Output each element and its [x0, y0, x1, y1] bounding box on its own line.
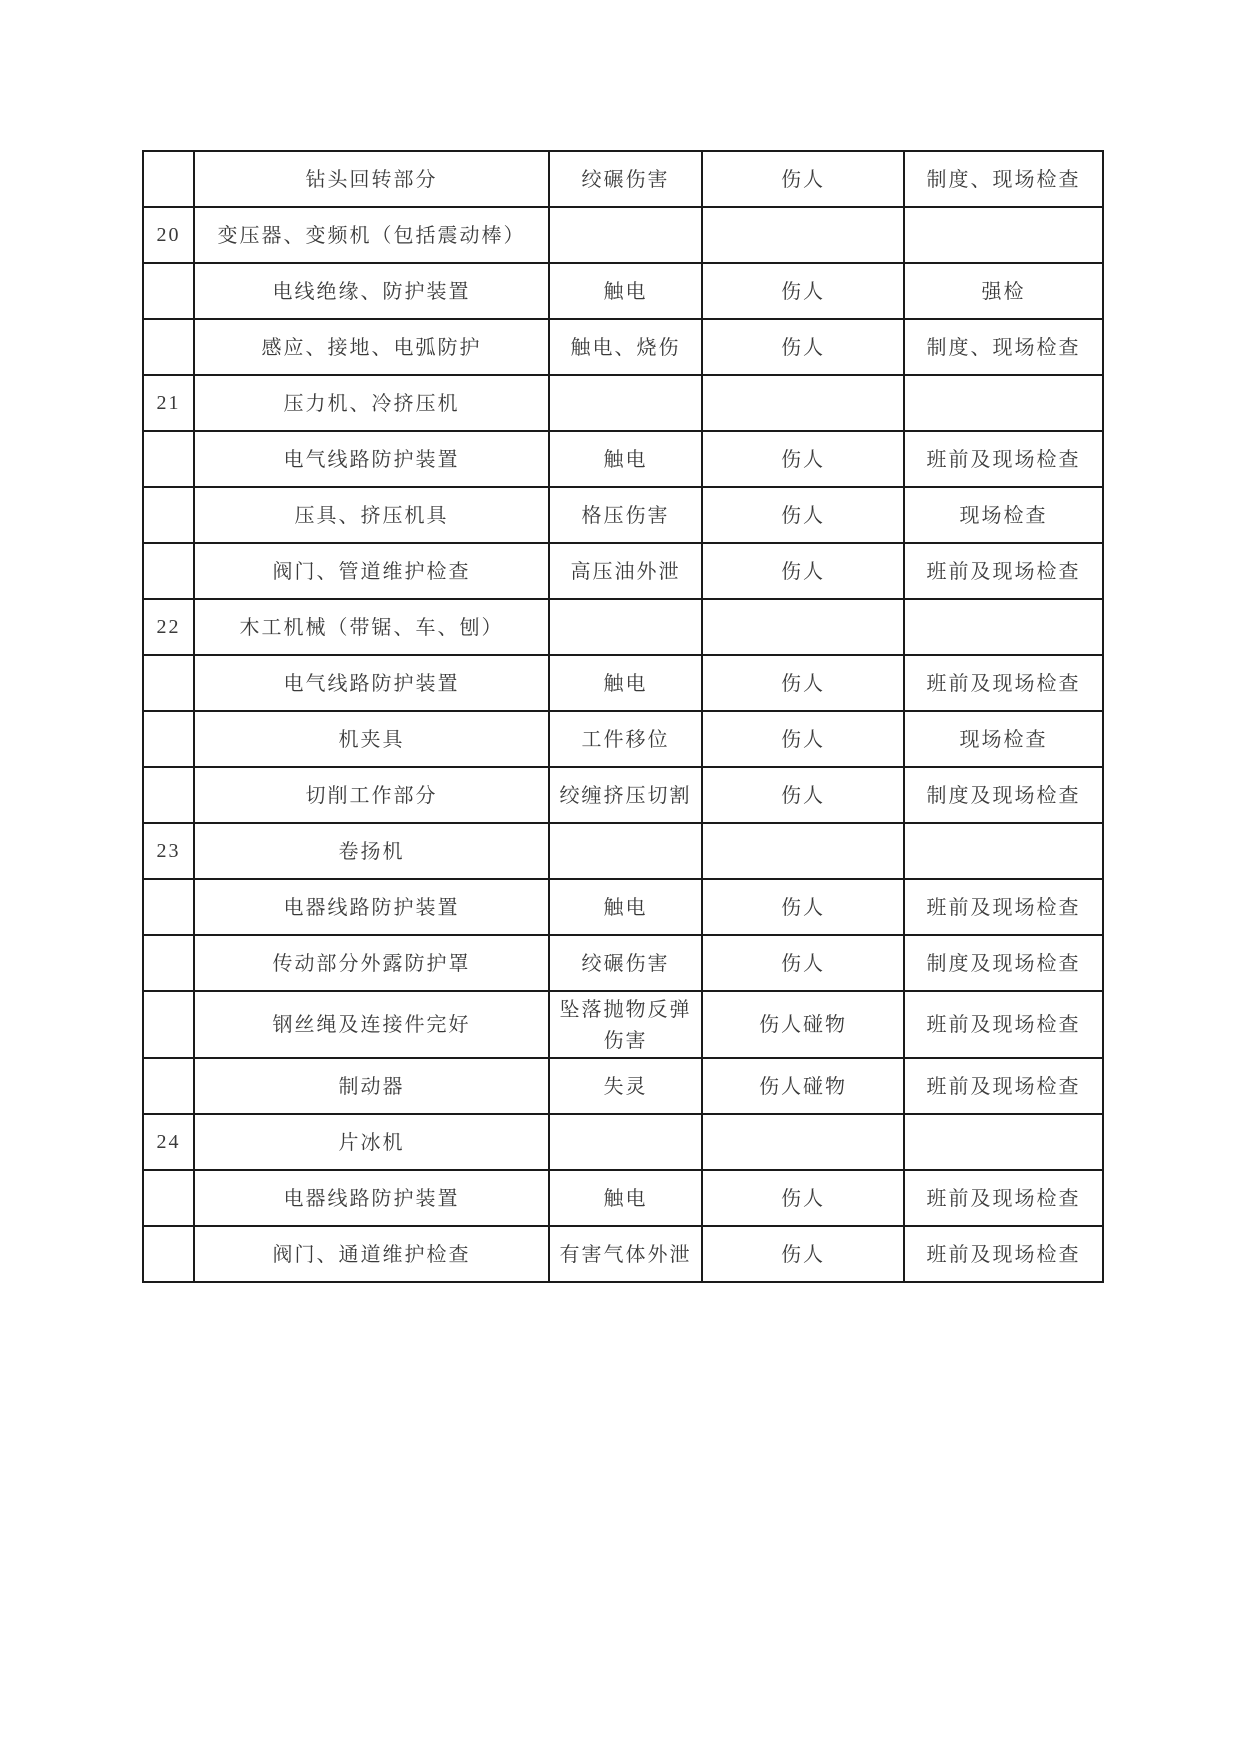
consequence: 伤人	[702, 543, 904, 599]
inspection-item: 压力机、冷挤压机	[194, 375, 549, 431]
control-measure: 制度、现场检查	[904, 151, 1103, 207]
row-number: 22	[143, 599, 194, 655]
control-measure: 班前及现场检查	[904, 431, 1103, 487]
consequence	[702, 599, 904, 655]
hazard-type: 工件移位	[549, 711, 702, 767]
row-number	[143, 935, 194, 991]
hazard-type	[549, 375, 702, 431]
control-measure: 班前及现场检查	[904, 1226, 1103, 1282]
table-row	[143, 935, 1103, 991]
inspection-item: 阀门、管道维护检查	[194, 543, 549, 599]
control-measure: 班前及现场检查	[904, 879, 1103, 935]
inspection-item: 钢丝绳及连接件完好	[194, 991, 549, 1058]
hazard-type: 触电	[549, 263, 702, 319]
hazard-type: 触电	[549, 879, 702, 935]
control-measure: 制度及现场检查	[904, 935, 1103, 991]
table-row	[143, 487, 1103, 543]
hazard-table-body	[143, 151, 1103, 1282]
control-measure: 强检	[904, 263, 1103, 319]
consequence: 伤人	[702, 319, 904, 375]
inspection-item: 感应、接地、电弧防护	[194, 319, 549, 375]
control-measure	[904, 823, 1103, 879]
hazard-type: 坠落抛物反弹伤害	[549, 991, 702, 1058]
table-row	[143, 1226, 1103, 1282]
row-number	[143, 655, 194, 711]
row-number	[143, 263, 194, 319]
control-measure: 班前及现场检查	[904, 991, 1103, 1058]
control-measure: 班前及现场检查	[904, 543, 1103, 599]
table-row	[143, 879, 1103, 935]
consequence: 伤人碰物	[702, 1058, 904, 1114]
consequence	[702, 823, 904, 879]
consequence	[702, 1114, 904, 1170]
hazard-table	[142, 150, 1104, 1283]
row-number	[143, 991, 194, 1058]
control-measure	[904, 599, 1103, 655]
table-row	[143, 991, 1103, 1058]
inspection-item: 制动器	[194, 1058, 549, 1114]
table-row	[143, 711, 1103, 767]
control-measure: 班前及现场检查	[904, 1058, 1103, 1114]
hazard-type: 绞碾伤害	[549, 151, 702, 207]
consequence: 伤人	[702, 935, 904, 991]
hazard-type	[549, 1114, 702, 1170]
hazard-type: 触电	[549, 655, 702, 711]
inspection-item: 传动部分外露防护罩	[194, 935, 549, 991]
table-row	[143, 1170, 1103, 1226]
hazard-type: 触电、烧伤	[549, 319, 702, 375]
inspection-item: 片冰机	[194, 1114, 549, 1170]
control-measure: 现场检查	[904, 711, 1103, 767]
consequence: 伤人	[702, 487, 904, 543]
inspection-item: 卷扬机	[194, 823, 549, 879]
inspection-item: 电气线路防护装置	[194, 655, 549, 711]
row-number	[143, 711, 194, 767]
row-number	[143, 879, 194, 935]
row-number: 20	[143, 207, 194, 263]
document-page	[142, 150, 1102, 1283]
control-measure: 制度、现场检查	[904, 319, 1103, 375]
hazard-type	[549, 599, 702, 655]
control-measure	[904, 375, 1103, 431]
hazard-type: 触电	[549, 1170, 702, 1226]
consequence: 伤人	[702, 1226, 904, 1282]
row-number: 24	[143, 1114, 194, 1170]
table-row	[143, 599, 1103, 655]
table-row	[143, 1058, 1103, 1114]
row-number	[143, 1226, 194, 1282]
inspection-item: 电线绝缘、防护装置	[194, 263, 549, 319]
hazard-type: 格压伤害	[549, 487, 702, 543]
consequence: 伤人	[702, 767, 904, 823]
consequence: 伤人	[702, 1170, 904, 1226]
table-row	[143, 263, 1103, 319]
hazard-type	[549, 207, 702, 263]
row-number	[143, 1170, 194, 1226]
inspection-item: 电气线路防护装置	[194, 431, 549, 487]
consequence: 伤人	[702, 151, 904, 207]
table-row	[143, 207, 1103, 263]
row-number	[143, 767, 194, 823]
hazard-type: 触电	[549, 431, 702, 487]
row-number	[143, 151, 194, 207]
inspection-item: 电器线路防护装置	[194, 1170, 549, 1226]
consequence	[702, 207, 904, 263]
control-measure: 现场检查	[904, 487, 1103, 543]
control-measure	[904, 1114, 1103, 1170]
table-row	[143, 543, 1103, 599]
table-row	[143, 823, 1103, 879]
inspection-item: 阀门、通道维护检查	[194, 1226, 549, 1282]
consequence: 伤人	[702, 431, 904, 487]
hazard-type	[549, 823, 702, 879]
hazard-type: 绞碾伤害	[549, 935, 702, 991]
consequence: 伤人	[702, 655, 904, 711]
table-row	[143, 1114, 1103, 1170]
consequence: 伤人碰物	[702, 991, 904, 1058]
table-row	[143, 655, 1103, 711]
consequence	[702, 375, 904, 431]
control-measure: 班前及现场检查	[904, 1170, 1103, 1226]
row-number: 21	[143, 375, 194, 431]
hazard-type: 绞缠挤压切割	[549, 767, 702, 823]
consequence: 伤人	[702, 711, 904, 767]
consequence: 伤人	[702, 263, 904, 319]
inspection-item: 变压器、变频机（包括震动棒）	[194, 207, 549, 263]
control-measure	[904, 207, 1103, 263]
inspection-item: 木工机械（带锯、车、刨）	[194, 599, 549, 655]
table-row	[143, 319, 1103, 375]
table-row	[143, 375, 1103, 431]
table-row	[143, 767, 1103, 823]
hazard-type: 有害气体外泄	[549, 1226, 702, 1282]
consequence: 伤人	[702, 879, 904, 935]
row-number	[143, 543, 194, 599]
inspection-item: 钻头回转部分	[194, 151, 549, 207]
inspection-item: 压具、挤压机具	[194, 487, 549, 543]
row-number	[143, 431, 194, 487]
table-row	[143, 431, 1103, 487]
row-number	[143, 319, 194, 375]
control-measure: 班前及现场检查	[904, 655, 1103, 711]
row-number: 23	[143, 823, 194, 879]
inspection-item: 机夹具	[194, 711, 549, 767]
table-row	[143, 151, 1103, 207]
row-number	[143, 1058, 194, 1114]
row-number	[143, 487, 194, 543]
control-measure: 制度及现场检查	[904, 767, 1103, 823]
inspection-item: 电器线路防护装置	[194, 879, 549, 935]
hazard-type: 失灵	[549, 1058, 702, 1114]
hazard-type: 高压油外泄	[549, 543, 702, 599]
inspection-item: 切削工作部分	[194, 767, 549, 823]
